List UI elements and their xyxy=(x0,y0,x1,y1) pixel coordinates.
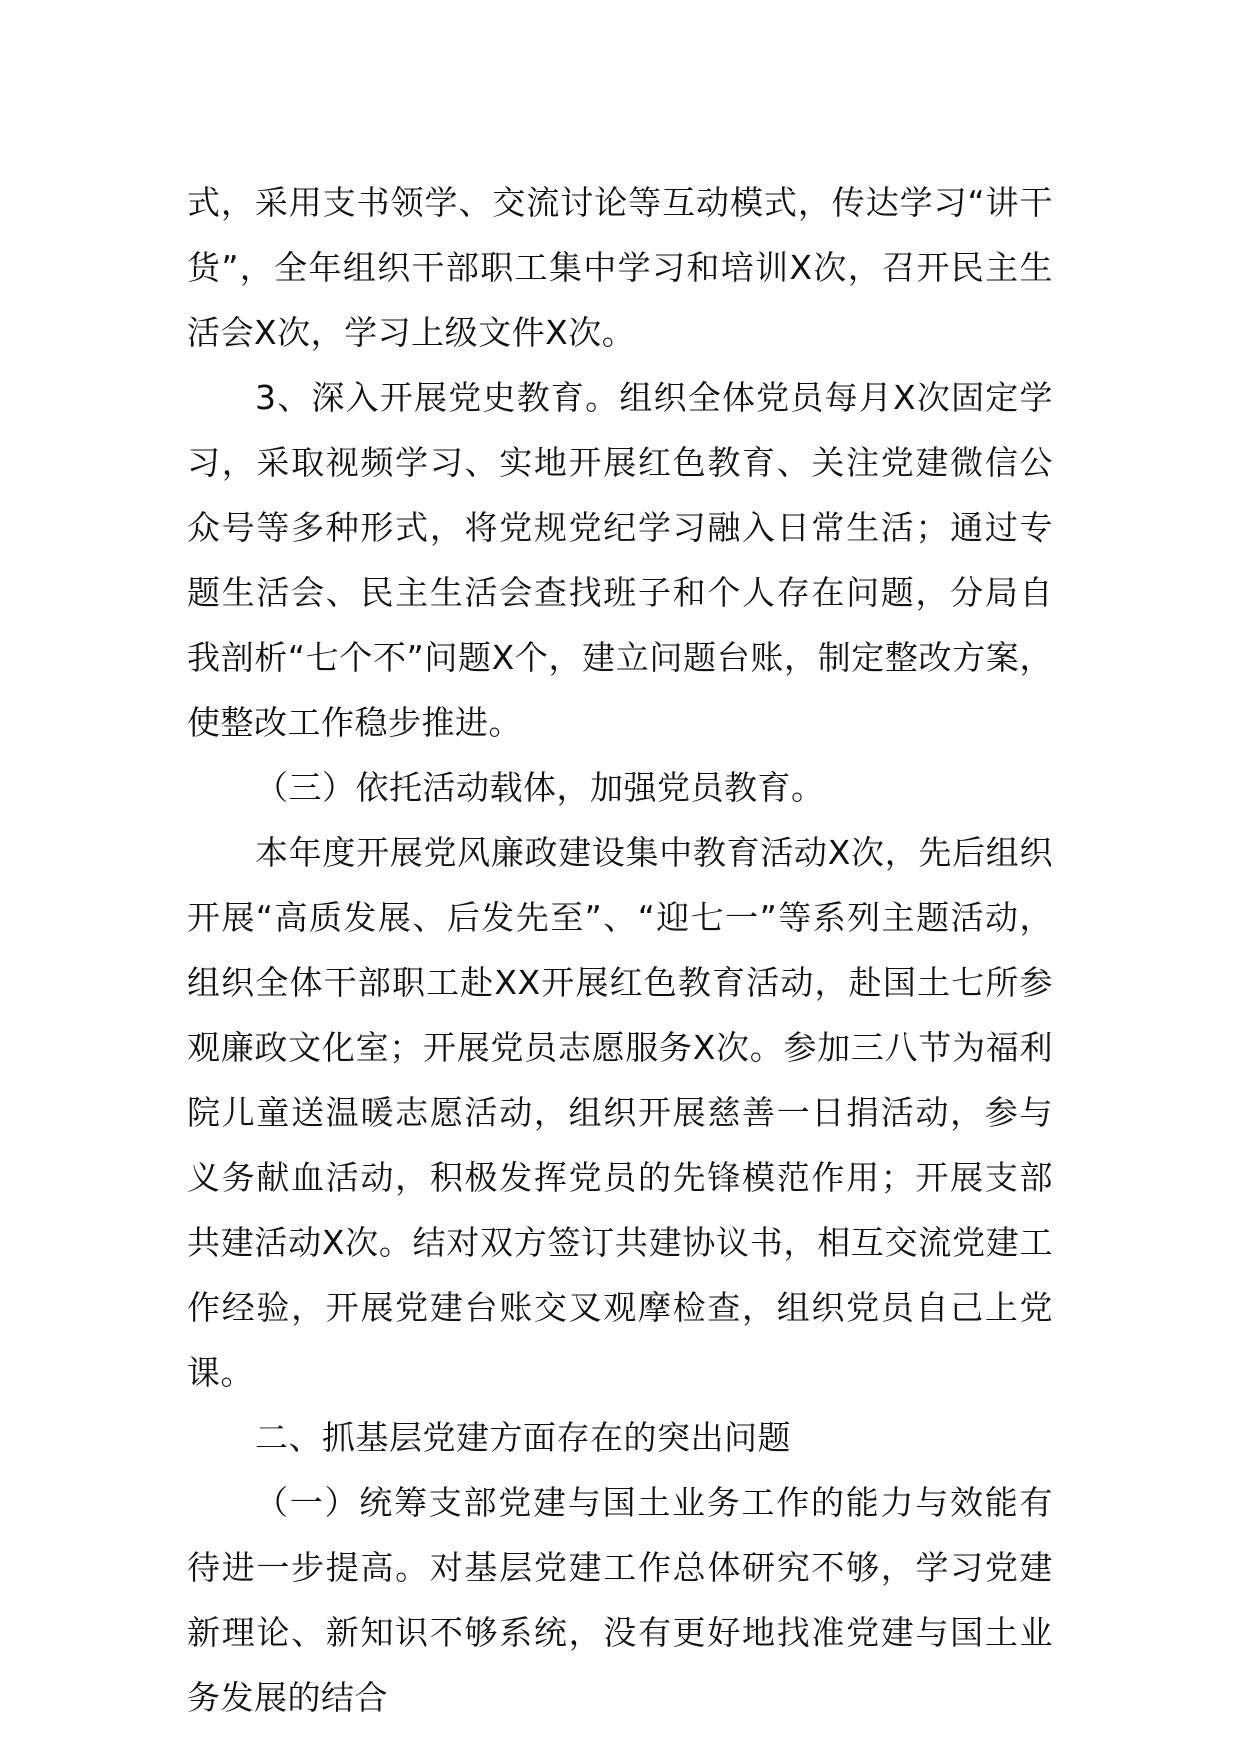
document-body xyxy=(187,170,1053,1730)
paragraph-annual-activities: 本年度开展党风廉政建设集中教育活动X次，先后组织开展“高质发展、后发先至”、“迎七一”等系列主题活动，组织全体干部职工赴XX开展红色教育活动，赴国土七所参观廉政文化室；开展党员志愿服务X次。参加三八节为福利院儿童送温暖志愿活动，组织开展慈善一日捐活动，参与义务献血活动，积极发挥党员的先锋模范作用；开展支部共建活动X次。结对双方签订共建协议书，相互交流党建工作经验，开展党建台账交叉观摩检查，组织党员自己上党课。 xyxy=(187,833,1053,1392)
paragraph-continuation: 式，采用支书领学、交流讨论等互动模式，传达学习“讲干货”，全年组织干部职工集中学习和培训X次，召开民主生活会X次，学习上级文件X次。 xyxy=(187,183,1053,352)
section-heading-problems: 二、抓基层党建方面存在的突出问题 xyxy=(255,1418,791,1457)
section-heading-activity-carrier: （三）依托活动载体，加强党员教育。 xyxy=(255,768,825,807)
paragraph-problem-one: （一）统筹支部党建与国土业务工作的能力与效能有待进一步提高。对基层党建工作总体研究不够，学习党建新理论、新知识不够系统，没有更好地找准党建与国土业务发展的结合 xyxy=(187,1483,1053,1717)
paragraph-party-history-education: 3、深入开展党史教育。组织全体党员每月X次固定学习，采取视频学习、实地开展红色教育、关注党建微信公众号等多种形式，将党规党纪学习融入日常生活；通过专题生活会、民主生活会查找班子和个人存在问题，分局自我剖析“七个不”问题X个，建立问题台账，制定整改方案，使整改工作稳步推进。 xyxy=(187,378,1053,742)
